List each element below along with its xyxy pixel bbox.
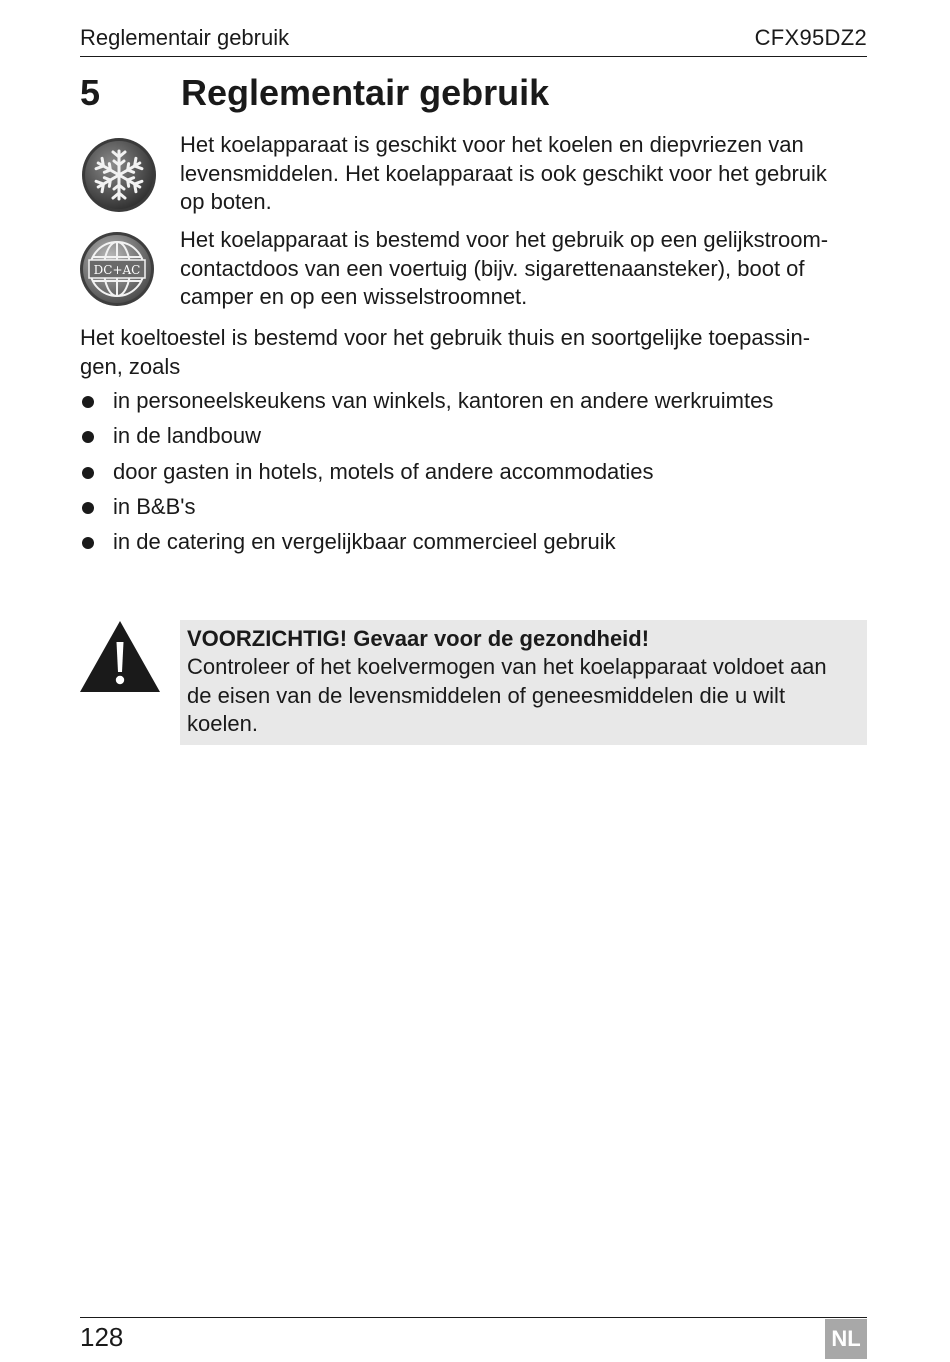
list-item: door gasten in hotels, motels of andere accommodaties [80,457,870,492]
footer-divider [80,1317,867,1318]
page-number: 128 [80,1322,124,1352]
bullet-icon [82,537,94,549]
language-badge: NL [825,1319,867,1359]
list-item: in de landbouw [80,421,870,456]
globe-dc-ac-icon [79,231,155,307]
intro-paragraph-2: Het koelapparaat is bestemd voor het gebruik op een gelijkstroom- contactdoos van een voertuig (bijv. sigarettenaansteker), boot of camper en op een wisselstroomnet. [180,227,829,309]
section-number: 5 [80,72,101,113]
bullet-icon [82,502,94,514]
warning-text: Controleer of het koelvermogen van het koelapparaat voldoet aan de eisen van de levensmiddelen of geneesmiddelen die u wilt koelen. [187,654,827,736]
dc-ac-label: DC+AC [93,263,141,277]
usage-list [80,386,870,562]
intro-paragraph-1: Het koelapparaat is geschikt voor het koelen en diepvriezen van levensmiddelen. Het koelapparaat is ook geschikt voor het gebruik op boten. [180,132,827,214]
list-item: in de catering en vergelijkbaar commercieel gebruik [80,527,870,562]
section-title: Reglementair gebruik [181,72,550,113]
running-header-title: Reglementair gebruik [80,25,290,50]
usage-paragraph: Het koeltoestel is bestemd voor het gebruik thuis en soortgelijke toepassin- gen, zoals [80,325,811,379]
model-number: CFX95DZ2 [754,25,867,50]
list-item: in B&B's [80,492,870,527]
warning-title: VOORZICHTIG! Gevaar voor de gezondheid! [187,626,650,651]
bullet-icon [82,396,94,408]
bullet-icon [82,467,94,479]
header-divider [80,56,867,57]
list-item: in personeelskeukens van winkels, kantoren en andere werkruimtes [80,386,870,421]
snowflake-icon [81,137,157,213]
warning-triangle-icon [79,620,161,693]
bullet-icon [82,431,94,443]
